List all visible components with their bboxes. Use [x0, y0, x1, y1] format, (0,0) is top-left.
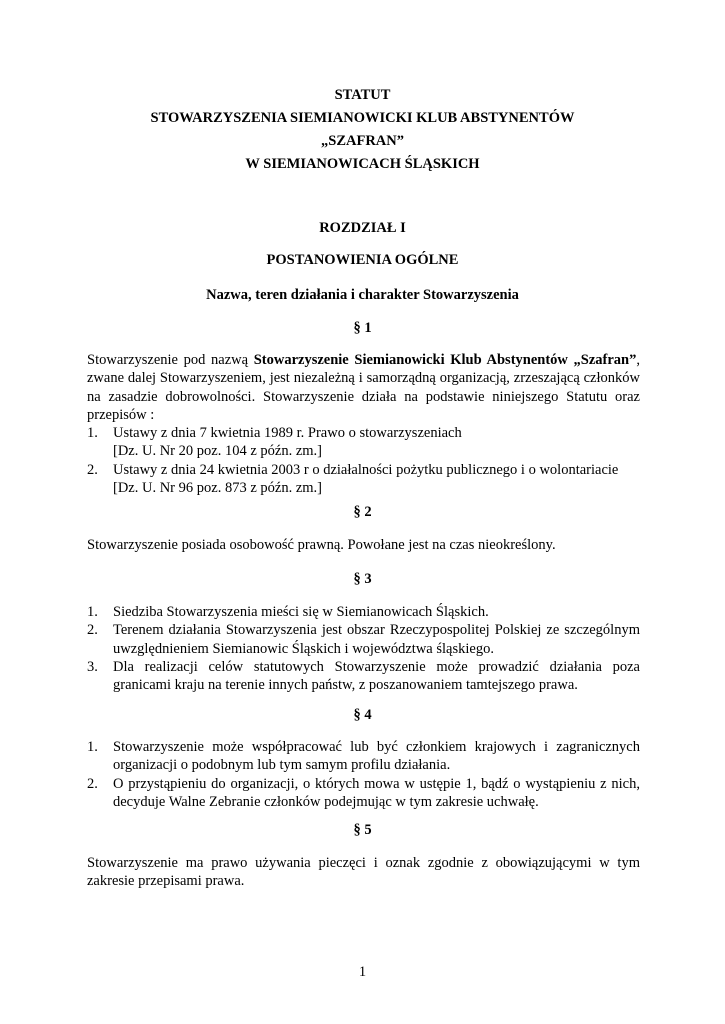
list-item-text: O przystąpieniu do organizacji, o których mowa w ustępie 1, bądź o wystąpieniu z nich, decyduje Walne Zebranie członków podejmując w tym zakresie uchwałę. — [113, 775, 640, 810]
list-item-reference: [Dz. U. Nr 20 poz. 104 z późn. zm.] — [113, 443, 322, 460]
chapter-subtitle: Nazwa, teren działania i charakter Stowarzyszenia — [206, 287, 519, 303]
list-item — [87, 738, 640, 775]
section-4-list — [87, 738, 640, 811]
list-item-text: Dla realizacji celów statutowych Stowarzyszenie może prowadzić działania poza granicami kraju na terenie innych państw, z poszanowaniem tamtejszego prawa. — [113, 658, 640, 694]
title-line-name: „SZAFRAN” — [321, 133, 404, 149]
list-item-text: Siedziba Stowarzyszenia mieści się w Siemianowicach Śląskich. — [113, 604, 489, 620]
section-2-text: Stowarzyszenie posiada osobowość prawną. Powołane jest na czas nieokreślony. — [87, 537, 556, 553]
title-line-statut: STATUT — [334, 87, 391, 103]
list-item — [87, 621, 640, 658]
list-item-number: 2. — [87, 622, 98, 639]
list-item-text: Terenem działania Stowarzyszenia jest obszar Rzeczypospolitej Polskiej ze szczególnym uwzględnieniem Siemianowic Śląskich i województwa śląskiego. — [113, 622, 640, 657]
section-4-heading: § 4 — [353, 707, 372, 723]
section-1-intro-start: Stowarzyszenie pod nazwą — [87, 352, 254, 368]
section-1-heading: § 1 — [353, 320, 372, 336]
section-5-text: Stowarzyszenie ma prawo używania pieczęci i oznak zgodnie z obowiązującymi w tym zakresie przepisami prawa. — [87, 855, 640, 890]
section-5-heading: § 5 — [353, 822, 372, 838]
page-number: 1 — [358, 964, 367, 980]
section-1-list — [87, 424, 640, 497]
association-name: Stowarzyszenie Siemianowicki Klub Abstynentów „Szafran” — [253, 352, 637, 368]
list-item-reference: [Dz. U. Nr 96 poz. 873 z późn. zm.] — [113, 479, 322, 496]
section-1-intro — [87, 351, 640, 424]
list-item — [87, 461, 640, 498]
chapter-title: POSTANOWIENIA OGÓLNE — [266, 252, 459, 268]
list-item-number: 2. — [87, 775, 98, 792]
list-item-number: 1. — [87, 739, 98, 755]
list-item-number: 1. — [87, 604, 98, 620]
title-line-association: STOWARZYSZENIA SIEMIANOWICKI KLUB ABSTYNENTÓW — [150, 110, 575, 126]
section-2-heading: § 2 — [353, 504, 372, 520]
list-item — [87, 658, 640, 695]
list-item-number: 1. — [87, 425, 98, 441]
list-item-number: 2. — [87, 461, 98, 478]
list-item-text: Stowarzyszenie może współpracować lub być członkiem krajowych i zagranicznych organizacji o podobnym lub tym samym profilu działania. — [113, 739, 640, 774]
section-1-intro-rest: , zwane dalej Stowarzyszeniem, jest niezależną i samorządną organizacją, zrzeszającą członków na zasadzie dobrowolności. Stowarzyszenie działa na podstawie niniejszego Statutu oraz przepisów : — [87, 352, 640, 423]
list-item — [87, 603, 640, 621]
list-item-number: 3. — [87, 658, 98, 675]
document-title — [0, 84, 725, 176]
list-item-text: Ustawy z dnia 24 kwietnia 2003 r o działalności pożytku publicznego i o wolontariacie — [113, 461, 619, 478]
list-item — [87, 775, 640, 812]
chapter-label: ROZDZIAŁ I — [319, 220, 406, 236]
list-item — [87, 424, 640, 461]
title-line-city: W SIEMIANOWICACH ŚLĄSKICH — [245, 156, 480, 172]
list-item-text: Ustawy z dnia 7 kwietnia 1989 r. Prawo o stowarzyszeniach — [113, 425, 462, 441]
section-3-heading: § 3 — [353, 571, 372, 587]
section-3-list — [87, 603, 640, 694]
